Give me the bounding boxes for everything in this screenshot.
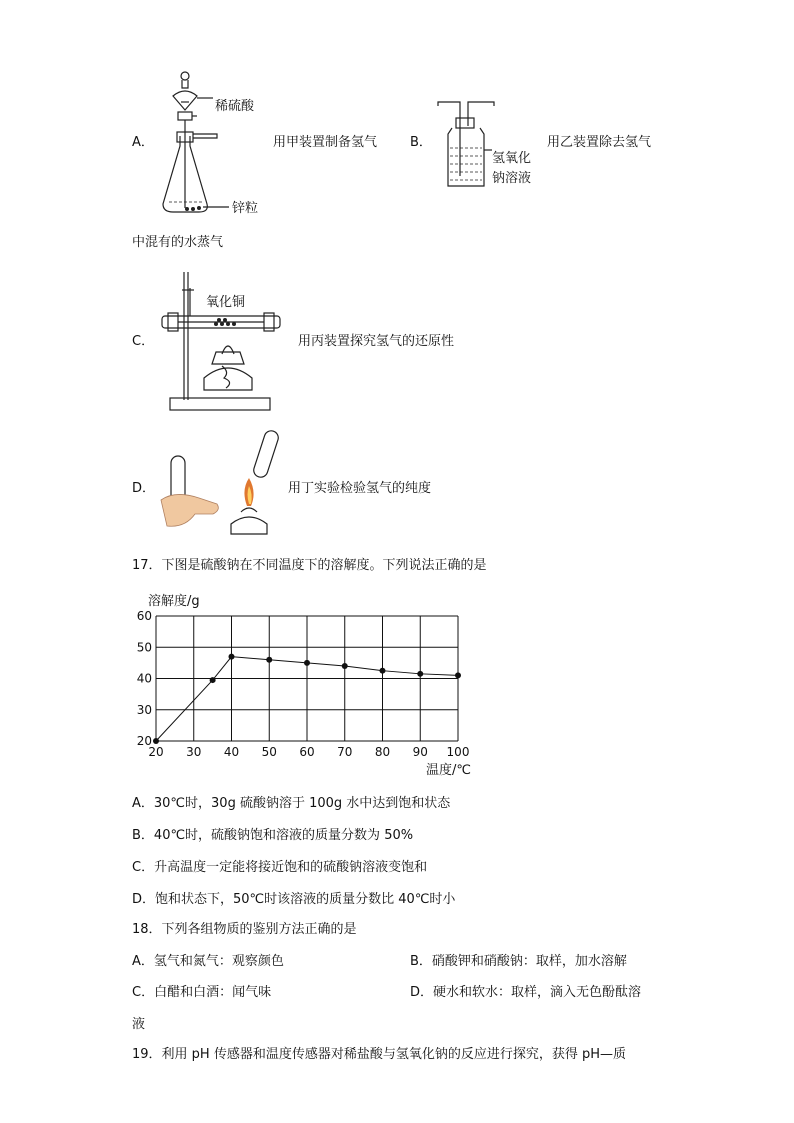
option-c-letter: C．: [132, 334, 155, 349]
y-tick-label: 60: [136, 609, 152, 623]
option-b-text-continued: 中混有的水蒸气: [132, 235, 224, 250]
x-tick-label: 70: [337, 745, 353, 759]
x-tick-label: 50: [261, 745, 277, 759]
q18-stem: 18．下列各组物质的鉴别方法正确的是: [132, 922, 357, 937]
label-sodium-hydroxide-2: 钠溶液: [492, 171, 532, 186]
data-point: [153, 738, 159, 744]
q18-option-c: C．白醋和白酒：闻气味: [132, 985, 272, 1000]
solubility-chart: [128, 588, 488, 778]
data-point: [342, 663, 348, 669]
x-tick-label: 100: [446, 745, 470, 759]
purity-test-figure: [155, 428, 285, 540]
q18-option-a: A．氢气和氮气：观察颜色: [132, 954, 284, 969]
reduction-apparatus-figure: [160, 268, 290, 413]
q17-option-b: B．40℃时，硫酸钠饱和溶液的质量分数为 50%: [132, 828, 414, 843]
y-tick-label: 30: [136, 702, 152, 717]
data-point: [417, 671, 423, 677]
flask-apparatus-figure: [155, 68, 275, 220]
x-tick-label: 90: [412, 745, 428, 759]
option-c-text: 用丙装置探究氢气的还原性: [298, 334, 455, 349]
chart-grid: [156, 616, 458, 741]
y-tick-label: 40: [136, 671, 152, 686]
label-zinc-granules: 锌粒: [232, 201, 259, 216]
label-copper-oxide: 氧化铜: [206, 295, 246, 310]
option-a-text: 用甲装置制备氢气: [273, 135, 378, 150]
y-tick-label: 50: [136, 640, 152, 655]
q17-option-d: D．饱和状态下，50℃时该溶液的质量分数比 40℃时小: [132, 892, 456, 907]
q17-option-c: C．升高温度一定能将接近饱和的硫酸钠溶液变饱和: [132, 860, 428, 875]
option-a-letter: A．: [132, 135, 154, 150]
data-point: [210, 677, 216, 683]
option-b-text: 用乙装置除去氢气: [547, 135, 652, 150]
chart-y-axis-label: 溶解度/g: [148, 594, 200, 609]
x-tick-label: 80: [374, 745, 391, 759]
x-tick-label: 20: [148, 745, 164, 759]
x-tick-label: 40: [223, 745, 240, 759]
q18-option-d: D．硬水和软水：取样，滴入无色酚酞溶: [410, 985, 642, 1000]
q19-stem: 19．利用 pH 传感器和温度传感器对稀盐酸与氢氧化钠的反应进行探究，获得 pH—质: [132, 1047, 626, 1062]
option-d-letter: D．: [132, 481, 156, 496]
label-dilute-sulfuric-acid: 稀硫酸: [215, 99, 255, 114]
data-point: [380, 668, 386, 674]
q17-option-a: A．30℃时，30g 硫酸钠溶于 100g 水中达到饱和状态: [132, 796, 451, 811]
data-point: [304, 660, 310, 666]
data-point: [266, 657, 272, 663]
y-tick-label: 20: [136, 734, 152, 748]
data-point: [229, 654, 235, 660]
x-tick-label: 30: [186, 745, 202, 759]
q18-option-b: B．硝酸钾和硝酸钠：取样，加水溶解: [410, 954, 627, 969]
data-point: [455, 672, 461, 678]
x-tick-label: 60: [299, 745, 315, 759]
chart-x-axis-label: 温度/℃: [426, 763, 471, 778]
gas-washing-bottle-figure: [436, 98, 496, 190]
q17-stem: 17．下图是硫酸钠在不同温度下的溶解度。下列说法正确的是: [132, 558, 487, 573]
option-b-letter: B．: [410, 135, 432, 150]
q18-option-d-continued: 液: [132, 1017, 146, 1032]
option-d-text: 用丁实验检验氢气的纯度: [288, 481, 432, 496]
label-sodium-hydroxide-1: 氢氧化: [492, 151, 532, 166]
